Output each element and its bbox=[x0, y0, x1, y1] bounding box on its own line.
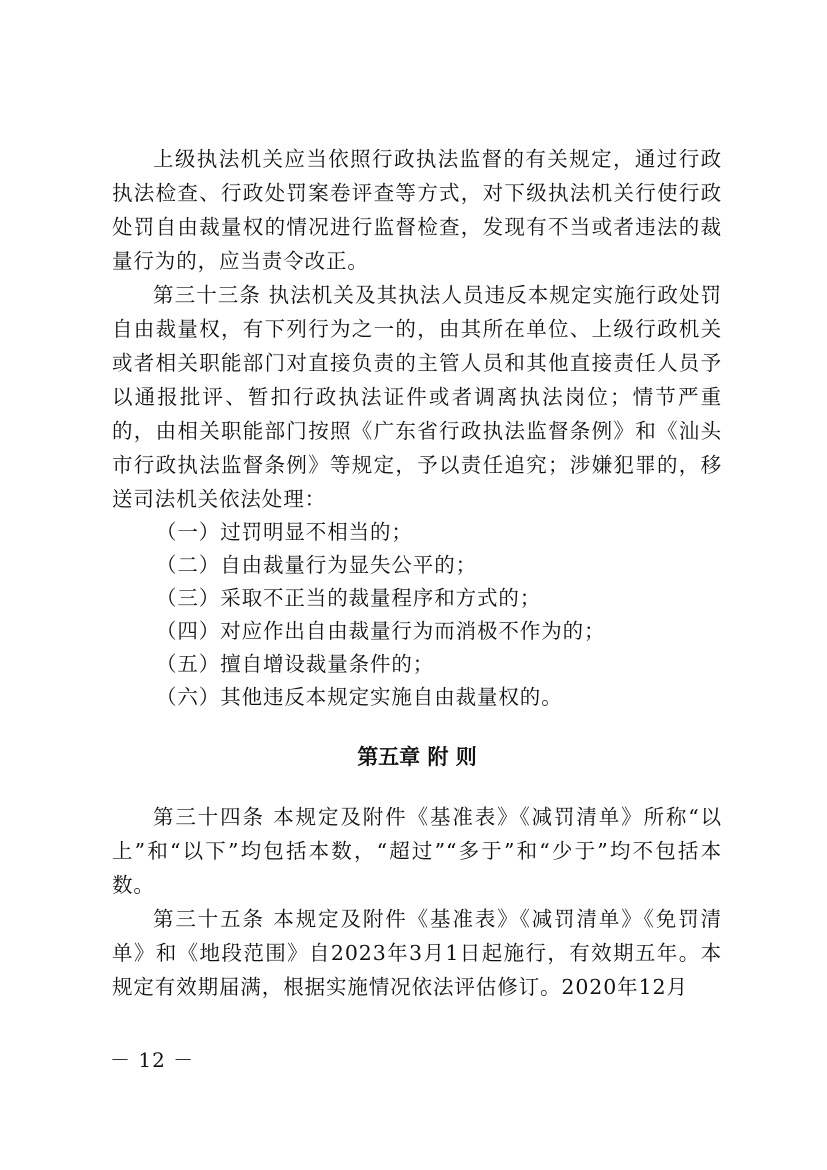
list-item: （二）自由裁量行为显失公平的； bbox=[156, 553, 477, 577]
page-number: － 12 － bbox=[110, 1048, 195, 1072]
paragraph-supervision: 上级执法机关应当依照行政执法监督的有关规定，通过行政执法检查、行政处罚案卷评查等方式，对下级执法机关行使行政处罚自由裁量权的情况进行监督检查，发现有不当或者违法的裁量行为的，应当责令改正。 bbox=[112, 147, 722, 273]
list-item: （一）过罚明显不相当的； bbox=[156, 520, 413, 544]
paragraph-article-33: 第三十三条 执法机关及其执法人员违反本规定实施行政处罚自由裁量权，有下列行为之一的，由其所在单位、上级行政机关或者相关职能部门对直接负责的主管人员和其他直接责任人员予以通报批评、暂扣行政执法证件或者调离执法岗位；情节严重的，由相关职能部门按照《广东省行政执法监督条例》和《汕头市行政执法监督条例》等规定，予以责任追究；涉嫌犯罪的，移送司法机关依法处理： bbox=[112, 283, 722, 511]
list-item: （六）其他违反本规定实施自由裁量权的。 bbox=[156, 685, 563, 709]
list-item: （五）擅自增设裁量条件的； bbox=[156, 652, 435, 676]
list-item: （四）对应作出自由裁量行为而消极不作为的； bbox=[156, 619, 606, 643]
paragraph-article-35: 第三十五条 本规定及附件《基准表》《减罚清单》《免罚清单》和《地段范围》自2023年3月1日起施行，有效期五年。本规定有效期届满，根据实施情况依法评估修订。2020年12月 bbox=[112, 907, 722, 999]
list-item: （三）采取不正当的裁量程序和方式的； bbox=[156, 586, 542, 610]
chapter-title: 第五章 附 则 bbox=[357, 745, 477, 769]
body-text bbox=[112, 142, 722, 1004]
paragraph-article-34: 第三十四条 本规定及附件《基准表》《减罚清单》所称“以上”和“以下”均包括本数，“超过”“多于”和“少于”均不包括本数。 bbox=[112, 805, 722, 897]
